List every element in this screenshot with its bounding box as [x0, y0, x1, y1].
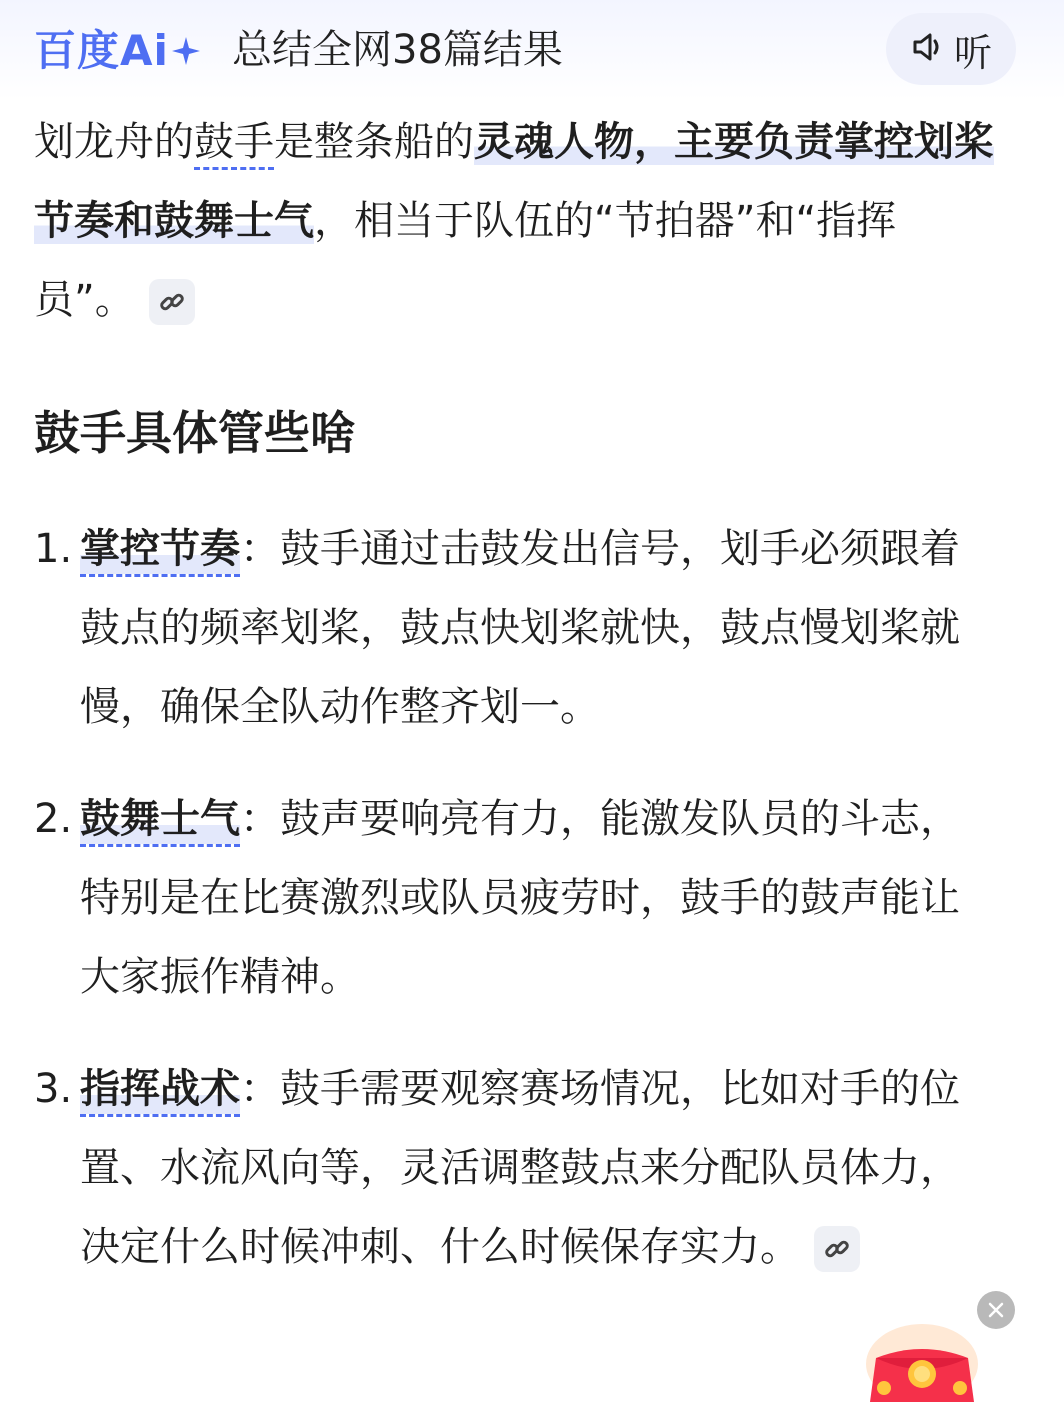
term-link-tactics[interactable]: 指挥战术 [80, 1066, 240, 1117]
list-item [34, 510, 994, 747]
term-link-morale[interactable]: 鼓舞士气 [80, 796, 240, 847]
brand-name: 百度Ai [34, 26, 169, 75]
highlight-soul: 灵魂人物 [474, 119, 634, 165]
sparkle-star-icon [171, 36, 201, 66]
red-envelope-icon[interactable] [862, 1322, 980, 1402]
intro-paragraph [34, 103, 994, 340]
highlight-duty: 主要负责掌控划桨节奏和鼓舞士气 [34, 119, 994, 244]
item-text: ：鼓手需要观察赛场情况，比如对手的位置、水流风向等，灵活调整鼓点来分配队员体力，决定什么时候冲刺、什么时候保存实力。 [80, 1066, 960, 1270]
term-link-drummer[interactable]: 鼓手 [194, 119, 274, 170]
term-link-rhythm[interactable]: 掌控节奏 [80, 526, 240, 577]
duty-list [34, 510, 994, 1287]
link-icon [823, 1235, 851, 1263]
brand-logo [34, 26, 201, 76]
link-icon [158, 288, 186, 316]
intro-comma: ， [634, 119, 674, 165]
speaker-icon [910, 29, 946, 69]
source-link-button[interactable] [149, 279, 195, 325]
item-text: ：鼓声要响亮有力，能激发队员的斗志，特别是在比赛激烈或队员疲劳时，鼓手的鼓声能让大家振作精神。 [80, 796, 960, 1000]
answer-content [34, 103, 994, 1270]
summary-title: 总结全网38篇结果 [232, 27, 563, 73]
intro-text: 是整条船的 [274, 119, 474, 165]
intro-text: 划龙舟的 [34, 119, 194, 165]
item-number: 2. [34, 796, 73, 842]
intro-text: ，相当于队伍的“节拍器”和“指挥员”。 [34, 198, 897, 323]
listen-label: 听 [953, 30, 992, 75]
source-link-button[interactable] [814, 1226, 860, 1272]
item-number: 3. [34, 1066, 73, 1112]
item-text: ：鼓手通过击鼓发出信号，划手必须跟着鼓点的频率划桨，鼓点快划桨就快，鼓点慢划桨就慢，确保全队动作整齐划一。 [80, 526, 960, 730]
list-item [34, 780, 994, 1017]
close-float-button[interactable] [977, 1291, 1015, 1329]
list-item [34, 1050, 994, 1287]
close-icon [987, 1301, 1005, 1319]
section-title: 鼓手具体管些啥 [34, 406, 356, 460]
listen-button[interactable] [886, 13, 1016, 85]
header-bar [0, 0, 1064, 100]
item-number: 1. [34, 526, 73, 572]
